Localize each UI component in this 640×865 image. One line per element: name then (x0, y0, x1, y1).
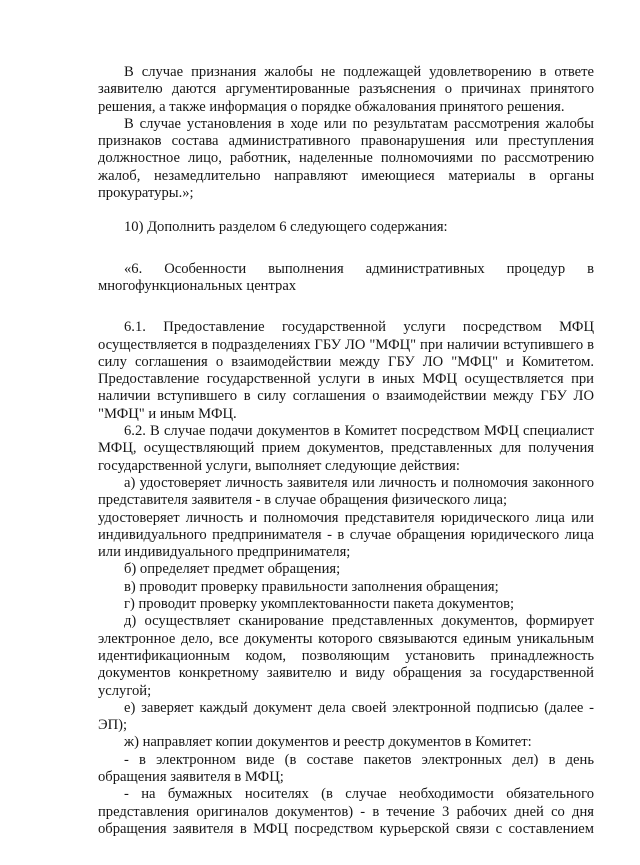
list-item-d: д) осуществляет сканирование представленных документов, формирует электронное дело, все документы которого связываются единым уникальным идентификационным кодом, позволяющим установить принадлежность документов конкретному заявителю и виду обращения за государственной услугой; (98, 613, 594, 699)
list-item-g: г) проводит проверку укомплектованности пакета документов; (124, 596, 515, 613)
section-6-heading: «6. Особенности выполнения административных процедур в многофункциональных центрах (98, 260, 594, 294)
list-item-v: в) проводит проверку правильности заполнения обращения; (124, 578, 499, 595)
list-subitem-electronic: - в электронном виде (в составе пакетов электронных дел) в день обращения заявителя в МФЦ; (98, 751, 594, 785)
list-item-zh: ж) направляет копии документов и реестр документов в Комитет: (124, 734, 532, 751)
list-item-b: б) определяет предмет обращения; (124, 561, 341, 578)
paragraph-complaint-rejection: В случае признания жалобы не подлежащей удовлетворению в ответе заявителю даются аргументированные разъяснения о причинах принятого решения, а также информация о порядке обжалования принятого решения. (98, 64, 594, 115)
list-item-a: а) удостоверяет личность заявителя или личность и полномочия законного представителя заявителя - в случае обращения физического лица; (98, 474, 594, 509)
paragraph-6-2: 6.2. В случае подачи документов в Комитет посредством МФЦ специалист МФЦ, осуществляющий прием документов, представленных для получения государственной услуги, выполняет следующие действия: (98, 423, 594, 474)
list-item-e: е) заверяет каждый документ дела своей электронной подписью (далее - ЭП); (98, 699, 594, 734)
paragraph-6-1: 6.1. Предоставление государственной услуги посредством МФЦ осуществляется в подразделениях ГБУ ЛО "МФЦ" при наличии вступившего в силу соглашения о взаимодействии между ГБУ ЛО "МФЦ" и Комитетом. Предоставление государственной услуги в иных МФЦ осуществляется при наличии вступившего в силу соглашения о взаимодействии между ГБУ ЛО "МФЦ" и иным МФЦ. (98, 319, 594, 422)
document-body (98, 64, 594, 838)
list-item-a-continued: удостоверяет личность и полномочия представителя юридического лица или индивидуального предпринимателя - в случае обращения юридического лица или индивидуального предпринимателя; (98, 509, 594, 561)
list-subitem-paper: - на бумажных носителях (в случае необходимости обязательного представления оригиналов документов) - в течение 3 рабочих дней со дня обращения заявителя в МФЦ посредством курьерской связи с составлением (98, 786, 594, 837)
paragraph-amendment-10: 10) Дополнить разделом 6 следующего содержания: (124, 219, 448, 236)
paragraph-offense-signs: В случае установления в ходе или по результатам рассмотрения жалобы признаков состава административного правонарушения или преступления должностное лицо, работник, наделенные полномочиями по рассмотрению жалоб, незамедлительно направляют имеющиеся материалы в органы прокуратуры.»; (98, 115, 594, 202)
